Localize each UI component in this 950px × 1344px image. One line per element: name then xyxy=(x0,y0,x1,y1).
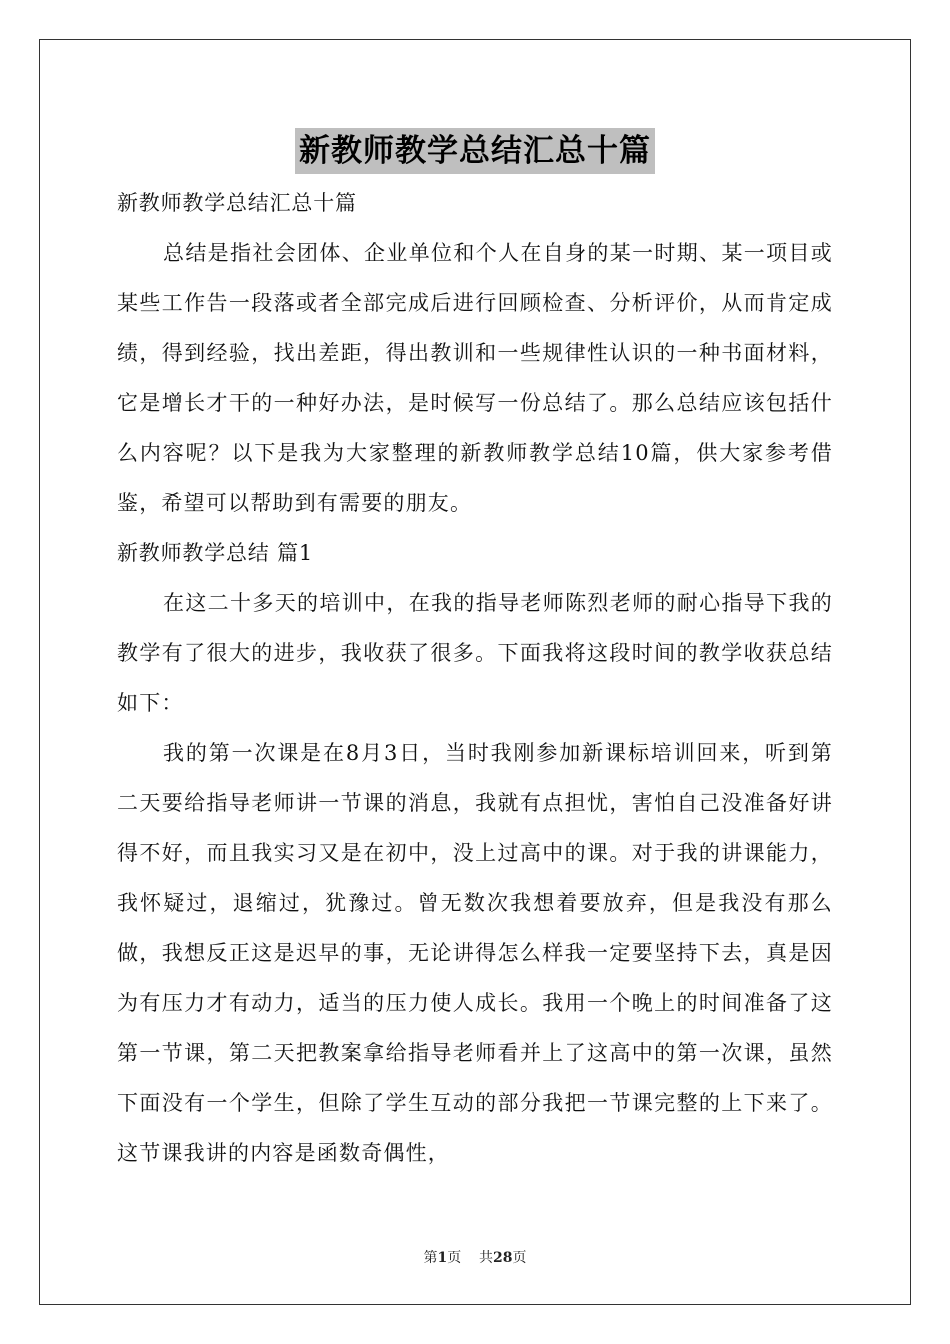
intro-paragraph: 总结是指社会团体、企业单位和个人在自身的某一时期、某一项目或某些工作告一段落或者全部完成后进行回顾检查、分析评价，从而肯定成绩，得到经验，找出差距，得出教训和一些规律性认识的一种书面材料，它是增长才干的一种好办法，是时候写一份总结了。那么总结应该包括什么内容呢？以下是我为大家整理的新教师教学总结10篇，供大家参考借鉴，希望可以帮助到有需要的朋友。 xyxy=(117,241,833,515)
total-suffix: 页 xyxy=(512,1250,527,1266)
page-prefix: 第 xyxy=(423,1250,438,1266)
title-container xyxy=(0,128,950,174)
page-footer xyxy=(0,1247,950,1267)
document-body xyxy=(117,178,833,1178)
page-number: 1 xyxy=(437,1250,448,1266)
total-pages: 28 xyxy=(493,1250,513,1266)
document-subtitle: 新教师教学总结汇总十篇 xyxy=(117,191,357,215)
section-paragraph: 在这二十多天的培训中，在我的指导老师陈烈老师的耐心指导下我的教学有了很大的进步，我收获了很多。下面我将这段时间的教学收获总结如下： xyxy=(117,591,833,715)
document-title: 新教师教学总结汇总十篇 xyxy=(295,128,655,174)
section-heading: 新教师教学总结 篇1 xyxy=(117,541,314,565)
section-paragraph: 我的第一次课是在8月3日，当时我刚参加新课标培训回来，听到第二天要给指导老师讲一节课的消息，我就有点担忧，害怕自己没准备好讲得不好，而且我实习又是在初中，没上过高中的课。对于我的讲课能力，我怀疑过，退缩过，犹豫过。曾无数次我想着要放弃，但是我没有那么做，我想反正这是迟早的事，无论讲得怎么样我一定要坚持下去，真是因为有压力才有动力，适当的压力使人成长。我用一个晚上的时间准备了这第一节课，第二天把教案拿给指导老师看并上了这高中的第一次课，虽然下面没有一个学生，但除了学生互动的部分我把一节课完整的上下来了。这节课我讲的内容是函数奇偶性， xyxy=(117,741,833,1165)
total-prefix: 共 xyxy=(479,1250,494,1266)
page-suffix: 页 xyxy=(447,1250,462,1266)
